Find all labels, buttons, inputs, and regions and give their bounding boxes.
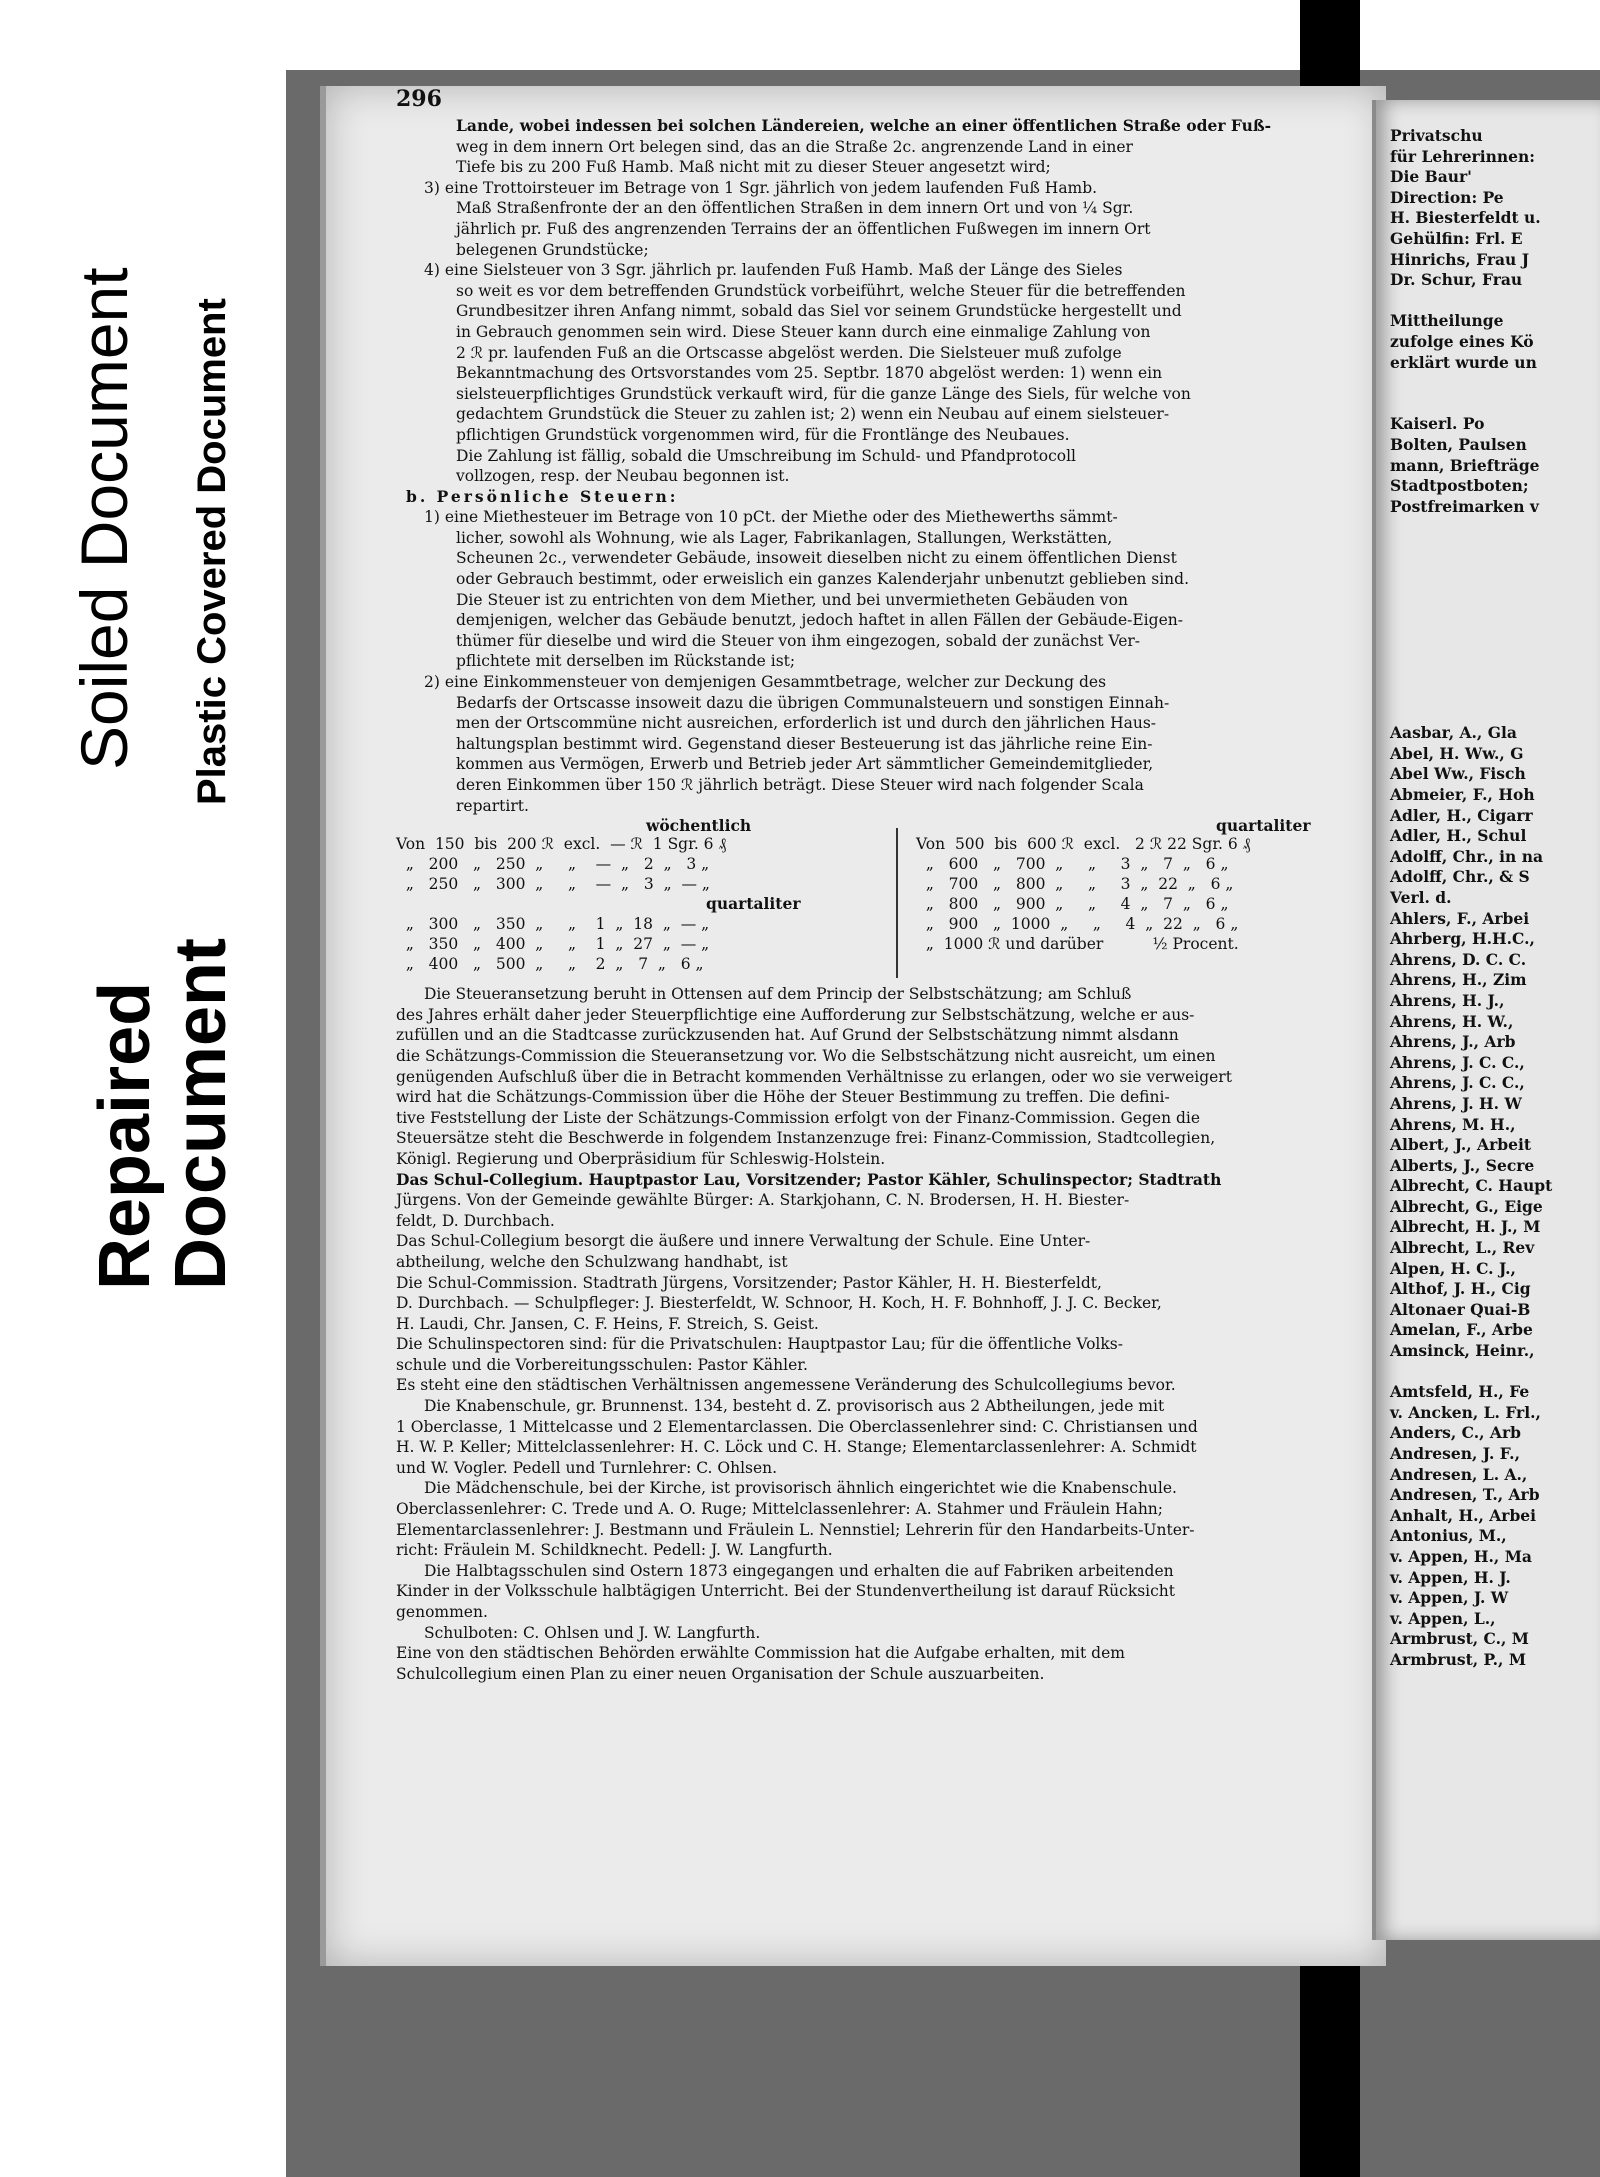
text-line: demjenigen, welcher das Gebäude benutzt, jedoch haftet in allen Fällen der Gebäude-Eigen- <box>456 611 1183 630</box>
text-line: belegenen Grundstücke; <box>456 240 649 259</box>
right-page-line: Amsinck, Heinr., <box>1390 1341 1535 1361</box>
right-page-line <box>1390 291 1600 312</box>
right-page-line: Amtsfeld, H., Fe <box>1390 1382 1530 1402</box>
text-line: schule und die Vorbereitungsschulen: Pastor Kähler. <box>396 1355 808 1374</box>
right-page-line <box>1390 600 1600 621</box>
text-line: des Jahres erhält daher jeder Steuerpflichtige eine Aufforderung zur Selbstschätzung, welche er aus- <box>396 1005 1195 1024</box>
scale-label-weekly: wöchentlich <box>646 816 752 836</box>
right-page-line: Ahlers, F., Arbei <box>1390 908 1530 928</box>
text-block-end <box>396 1623 1346 1685</box>
right-page-line: Verl. d. <box>1390 887 1452 907</box>
text-block-item2 <box>396 672 1346 816</box>
text-line: Kinder in der Volksschule halbtägigen Unterricht. Bei der Stundenvertheilung ist darauf Rücksicht <box>396 1582 1176 1601</box>
text-line: licher, sowohl als Wohnung, wie als Lager, Fabrikanlagen, Stallungen, Werkstätten, <box>456 528 1113 547</box>
text-line: 2) eine Einkommensteuer von demjenigen Gesammtbetrage, welcher zur Deckung des <box>424 673 1107 692</box>
text-line: die Schätzungs-Commission die Steueransetzung vor. Wo die Selbstschätzung nicht ausreicht, um einen <box>396 1046 1216 1065</box>
text-line: 1) eine Miethesteuer im Betrage von 10 pCt. der Miethe oder des Miethewerths sämmt- <box>424 508 1118 527</box>
scale-row: „ 600 „ 700 „ „ 3 „ 7 „ 6 „ <box>916 855 1229 874</box>
right-page-line: Abel, H. Ww., G <box>1390 743 1524 763</box>
text-line: Grundbesitzer ihren Anfang nimmt, sobald das Siel vor seinem Grundstücke hergestellt und <box>456 302 1182 321</box>
text-line: pflichtigen Grundstück vorgenommen wird, für die Frontlänge des Neubaues. <box>456 425 1070 444</box>
right-page-line: Ahrberg, H.H.C., <box>1390 929 1535 949</box>
text-block-item1 <box>396 507 1346 672</box>
text-line: vollzogen, resp. der Neubau begonnen ist. <box>456 467 790 486</box>
text-line: Die Zahlung ist fällig, sobald die Umschreibung im Schuld- und Pfandprotocoll <box>456 446 1076 465</box>
text-line: jährlich pr. Fuß des angrenzenden Terrains der an öffentlichen Fußwegen im innern Ort <box>456 219 1151 238</box>
right-page-line: Ahrens, H., Zim <box>1390 970 1527 990</box>
right-page-line: Hinrichs, Frau J <box>1390 249 1530 269</box>
right-page-line <box>1390 373 1600 394</box>
right-page-line: zufolge eines Kö <box>1390 331 1534 351</box>
text-line: Scheunen 2c., verwendeter Gebäude, insoweit dieselben nicht zu einem öffentlichen Dienst <box>456 549 1177 568</box>
right-page-line: Ahrens, D. C. C. <box>1390 949 1527 969</box>
right-page-line: Albrecht, H. J., M <box>1390 1217 1541 1237</box>
text-line: Steuersätze steht die Beschwerde in folgendem Instanzenzuge frei: Finanz-Commission, Stadtcollegien, <box>396 1129 1216 1148</box>
right-page-line: Amelan, F., Arbe <box>1390 1320 1533 1340</box>
right-page-line: Ahrens, J. C. C., <box>1390 1052 1525 1072</box>
right-page-line <box>1390 517 1600 538</box>
text-block-knaben <box>396 1396 1346 1478</box>
text-line: Es steht eine den städtischen Verhältnissen angemessene Veränderung des Schulcollegiums bevor. <box>396 1376 1176 1395</box>
text-line: tive Feststellung der Liste der Schätzungs-Commission erfolgt von der Finanz-Commission. Gegen die <box>396 1108 1201 1127</box>
text-line: oder Gebrauch bestimmt, oder erweislich ein ganzes Kalenderjahr unbenutzt geblieben sind. <box>456 570 1190 589</box>
scale-row: „ 1000 ℛ und darüber ½ Procent. <box>916 935 1239 954</box>
right-page-line: Privatschu <box>1390 126 1483 145</box>
scale-row: „ 200 „ 250 „ „ — „ 2 „ 3 „ <box>396 855 710 874</box>
label-plastic-covered-document: Plastic Covered Document <box>190 298 234 805</box>
right-page-line: Alberts, J., Secre <box>1390 1155 1535 1175</box>
scale-row: „ 700 „ 800 „ „ 3 „ 22 „ 6 „ <box>916 875 1234 894</box>
right-page-line: Gehülfin: Frl. E <box>1390 228 1523 248</box>
right-page-line: v. Ancken, L. Frl., <box>1390 1402 1541 1422</box>
page-text <box>396 116 1346 1684</box>
text-block-halbtag <box>396 1561 1346 1623</box>
right-page-line: Altonaer Quai-B <box>1390 1299 1531 1319</box>
right-page-line: Ahrens, H. W., <box>1390 1011 1514 1031</box>
right-page-line: Kaiserl. Po <box>1390 414 1485 434</box>
scale-divider <box>896 828 898 978</box>
text-line: Lande, wobei indessen bei solchen Ländereien, welche an einer öffentlichen Straße oder Fuß- <box>456 116 1272 135</box>
right-page-line <box>1390 1362 1600 1383</box>
right-page-line: Abel Ww., Fisch <box>1390 764 1526 784</box>
scale-row: Von 150 bis 200 ℛ excl. — ℛ 1 Sgr. 6 ₰ <box>396 835 727 854</box>
text-line: kommen aus Vermögen, Erwerb und Betrieb jeder Art sämmtlicher Gemeindemitglieder, <box>456 755 1154 774</box>
scale-right-column <box>916 834 1250 954</box>
right-page-line: Adler, H., Schul <box>1390 826 1527 846</box>
text-line: weg in dem innern Ort belegen sind, das an die Straße 2c. angrenzende Land in einer <box>456 137 1133 156</box>
text-line: Bedarfs der Ortscasse insoweit dazu die übrigen Communalsteuern und sonstigen Einnah- <box>456 693 1170 712</box>
text-line: Die Schulinspectoren sind: für die Privatschulen: Hauptpastor Lau; für die öffentliche Volks- <box>396 1335 1123 1354</box>
text-line: und W. Vogler. Pedell und Turnlehrer: C. Ohlsen. <box>396 1458 778 1477</box>
text-line: genügenden Aufschluß über die in Betracht kommenden Verhältnisse zu erlangen, oder wo sie verweigert <box>396 1067 1232 1086</box>
right-page-line: Andresen, L. A., <box>1390 1464 1528 1484</box>
text-line: Die Knabenschule, gr. Brunnenst. 134, besteht d. Z. provisorisch aus 2 Abtheilungen, jede mit <box>424 1397 1165 1416</box>
right-page-line: Aasbar, A., Gla <box>1390 723 1517 743</box>
right-page-line <box>1390 703 1600 724</box>
text-line: 2 ℛ pr. laufenden Fuß an die Ortscasse abgelöst werden. Die Sielsteuer muß zufolge <box>456 343 1122 362</box>
text-line: Maß Straßenfronte der an den öffentlichen Straßen in dem innern Ort und von ¼ Sgr. <box>456 199 1134 218</box>
text-line: deren Einkommen über 150 ℛ jährlich beträgt. Diese Steuer wird nach folgender Scala <box>456 776 1144 794</box>
scale-label-quarterly-right: quartaliter <box>1216 816 1311 836</box>
right-page-line: für Lehrerinnen: <box>1390 146 1536 166</box>
text-line: repartirt. <box>456 796 529 815</box>
right-page-line <box>1390 558 1600 579</box>
text-line: in Gebrauch genommen sein wird. Diese Steuer kann durch eine einmalige Zahlung von <box>456 322 1151 341</box>
right-page-line: Postfreimarken v <box>1390 496 1539 516</box>
text-line: pflichtete mit derselben im Rückstande ist; <box>456 652 796 671</box>
text-line: Elementarclassenlehrer: J. Bestmann und Fräulein L. Nennstiel; Lehrerin für den Handarbeits-Unter- <box>396 1520 1195 1539</box>
margin-labels <box>0 0 290 2177</box>
right-page-line: Alpen, H. C. J., <box>1390 1258 1516 1278</box>
text-line: Schulcollegium einen Plan zu einer neuen Organisation der Schule auszuarbeiten. <box>396 1664 1045 1683</box>
right-page-line <box>1390 579 1600 600</box>
page-number: 296 <box>396 86 442 112</box>
right-page-line: Ahrens, J. H. W <box>1390 1093 1522 1113</box>
scale-label-quarterly-left: quartaliter <box>706 894 801 914</box>
scale-row: „ 250 „ 300 „ „ — „ 3 „ — „ <box>396 875 710 894</box>
tax-scale-table <box>396 816 1346 980</box>
right-page-line: v. Appen, J. W <box>1390 1588 1509 1608</box>
scale-left-column <box>396 834 726 974</box>
text-line: Die Steuer ist zu entrichten von dem Miether, und bei unvermietheten Gebäuden von <box>456 590 1128 609</box>
text-block-steuer <box>396 984 1346 1169</box>
right-page-line: Ahrens, J. C. C., <box>1390 1073 1525 1093</box>
section-b-heading: b. Persönliche Steuern: <box>406 486 679 506</box>
text-line: H. W. P. Keller; Mittelclassenlehrer: H. C. Löck und C. H. Stange; Elementarclassenlehrer: A. Schmidt <box>396 1438 1197 1457</box>
text-line: so weit es vor dem betreffenden Grundstück vorbeiführt, welche Steuer für die betreffenden <box>456 281 1186 300</box>
right-page-line: mann, Briefträge <box>1390 455 1540 475</box>
label-soiled-document: Soiled Document <box>67 267 141 770</box>
text-line: Die Halbtagsschulen sind Ostern 1873 eingegangen und erhalten die auf Fabriken arbeitenden <box>424 1561 1174 1580</box>
scale-row: „ 900 „ 1000 „ „ 4 „ 22 „ 6 „ <box>916 915 1239 934</box>
right-page-line: Stadtpostboten; <box>1390 476 1529 496</box>
left-page <box>320 86 1386 1966</box>
right-page-line: Ahrens, M. H., <box>1390 1114 1516 1134</box>
right-page-line <box>1390 641 1600 662</box>
text-line: Eine von den städtischen Behörden erwählte Commission hat die Aufgabe erhalten, mit dem <box>396 1644 1125 1663</box>
text-line: sielsteuerpflichtiges Grundstück verkauft wird, für die ganze Länge des Siels, für welche von <box>456 384 1191 403</box>
text-line: Die Steueransetzung beruht in Ottensen auf dem Princip der Selbstschätzung; am Schluß <box>424 985 1132 1004</box>
text-line: men der Ortscommüne nicht ausreichen, erforderlich ist und durch den jährlichen Haus- <box>456 714 1157 733</box>
text-line: richt: Fräulein M. Schildknecht. Pedell: J. W. Langfurth. <box>396 1541 833 1560</box>
right-page-line: Albert, J., Arbeit <box>1390 1135 1531 1155</box>
text-line: Jürgens. Von der Gemeinde gewählte Bürger: A. Starkjohann, C. N. Brodersen, H. H. Biester- <box>396 1191 1130 1210</box>
right-page-line: Albrecht, C. Haupt <box>1390 1176 1553 1196</box>
label-repaired: Repaired <box>85 981 165 1290</box>
text-line: Das Schul-Collegium besorgt die äußere und innere Verwaltung der Schule. Eine Unter- <box>396 1232 1091 1251</box>
text-line: haltungsplan bestimmt wird. Gegenstand dieser Besteuerung ist das jährliche reine Ein- <box>456 734 1153 753</box>
right-page-line: Antonius, M., <box>1390 1526 1507 1546</box>
text-line: D. Durchbach. — Schulpfleger: J. Biesterfeldt, W. Schnoor, H. Koch, H. F. Bohnhoff, J. J. C. Becker, <box>396 1294 1162 1313</box>
text-line: zufüllen und an die Stadtcasse zurückzusenden hat. Auf Grund der Selbstschätzung nimmt alsdann <box>396 1026 1179 1045</box>
right-page-line <box>1390 394 1600 415</box>
right-page-line: Andresen, J. F., <box>1390 1444 1520 1463</box>
text-line: Die Schul-Commission. Stadtrath Jürgens, Vorsitzender; Pastor Kähler, H. H. Biesterfeldt, <box>396 1273 1102 1292</box>
scale-row: Von 500 bis 600 ℛ excl. 2 ℛ 22 Sgr. 6 ₰ <box>916 835 1251 854</box>
text-line: Die Mädchenschule, bei der Kirche, ist provisorisch ähnlich eingerichtet wie die Knabenschule. <box>424 1479 1177 1498</box>
text-line: Oberclassenlehrer: C. Trede und A. O. Ruge; Mittelclassenlehrer: A. Stahmer und Fräulein Hahn; <box>396 1500 1164 1519</box>
right-page-text <box>1390 126 1600 1671</box>
right-page-line <box>1390 620 1600 641</box>
text-block-maedchen <box>396 1478 1346 1560</box>
text-line: Königl. Regierung und Oberpräsidium für Schleswig-Holstein. <box>396 1149 886 1168</box>
text-line: thümer für dieselbe und wird die Steuer von ihm eingezogen, sobald der zunächst Ver- <box>456 631 1141 650</box>
text-line: Bekanntmachung des Ortsvorstandes vom 25. Septbr. 1870 abgelöst werden: 1) wenn ein <box>456 364 1163 383</box>
right-page-line: Albrecht, G., Eige <box>1390 1196 1543 1216</box>
text-line: Tiefe bis zu 200 Fuß Hamb. Maß nicht mit zu dieser Steuer angesetzt wird; <box>456 158 1051 177</box>
right-page-line: Dr. Schur, Frau <box>1390 270 1523 290</box>
scale-row: „ 300 „ 350 „ „ 1 „ 18 „ — „ <box>396 915 710 934</box>
right-page-line: Anders, C., Arb <box>1390 1423 1521 1443</box>
text-line: 3) eine Trottoirsteuer im Betrage von 1 Sgr. jährlich von jedem laufenden Fuß Hamb. <box>424 178 1098 197</box>
right-page-line: v. Appen, L., <box>1390 1608 1496 1628</box>
text-line: feldt, D. Durchbach. <box>396 1211 555 1230</box>
text-line: genommen. <box>396 1603 488 1621</box>
text-block-top <box>396 116 1346 178</box>
text-line: abtheilung, welche den Schulzwang handhabt, ist <box>396 1252 788 1271</box>
text-block-item3 <box>396 178 1346 260</box>
right-page-line: Armbrust, P., M <box>1390 1649 1526 1669</box>
text-line: wird hat die Schätzungs-Commission über die Höhe der Steuer Bestimmung zu treffen. Die defini- <box>396 1088 1170 1107</box>
scale-row: „ 400 „ 500 „ „ 2 „ 7 „ 6 „ <box>396 955 704 974</box>
right-page-line: Adolff, Chr., in na <box>1390 846 1544 866</box>
text-block-schul <box>396 1170 1346 1397</box>
right-page-line: Die Baur' <box>1390 167 1472 187</box>
right-page-line: Adler, H., Cigarr <box>1390 805 1533 825</box>
right-page-line <box>1390 538 1600 559</box>
right-page <box>1372 100 1600 1940</box>
right-page-line: H. Biesterfeldt u. <box>1390 208 1541 228</box>
right-page-line: Ahrens, H. J., <box>1390 990 1505 1010</box>
text-line: H. Laudi, Chr. Jansen, C. F. Heins, F. Streich, S. Geist. <box>396 1314 819 1333</box>
text-block-item4 <box>396 260 1346 487</box>
right-page-line: erklärt wurde un <box>1390 352 1537 372</box>
right-page-line <box>1390 661 1600 682</box>
text-line: Schulboten: C. Ohlsen und J. W. Langfurth. <box>424 1623 761 1642</box>
label-repaired-document: Document <box>161 937 241 1290</box>
right-page-line: Anhalt, H., Arbei <box>1390 1505 1537 1525</box>
right-page-line: Althof, J. H., Cig <box>1390 1279 1531 1299</box>
right-page-line: v. Appen, H. J. <box>1390 1567 1511 1587</box>
right-page-line: Direction: Pe <box>1390 187 1504 207</box>
scale-row: „ 350 „ 400 „ „ 1 „ 27 „ — „ <box>396 935 710 954</box>
scale-row <box>396 894 726 914</box>
right-page-line: Armbrust, C., M <box>1390 1629 1529 1649</box>
right-page-line <box>1390 682 1600 703</box>
right-page-line: Mittheilunge <box>1390 311 1504 331</box>
right-page-line: v. Appen, H., Ma <box>1390 1546 1532 1566</box>
right-page-line: Albrecht, L., Rev <box>1390 1238 1535 1258</box>
right-page-line: Ahrens, J., Arb <box>1390 1032 1516 1052</box>
right-page-line: Bolten, Paulsen <box>1390 434 1527 454</box>
right-page-line: Andresen, T., Arb <box>1390 1485 1540 1505</box>
right-page-line: Abmeier, F., Hoh <box>1390 785 1535 804</box>
right-page-line: Adolff, Chr., & S <box>1390 867 1530 887</box>
text-line: gedachtem Grundstück die Steuer zu zahlen ist; 2) wenn ein Neubau auf einem sielsteuer- <box>456 405 1170 424</box>
text-line: Das Schul-Collegium. Hauptpastor Lau, Vorsitzender; Pastor Kähler, Schulinspector; Stadtrath <box>396 1169 1222 1189</box>
text-line: 1 Oberclasse, 1 Mittelcasse und 2 Elementarclassen. Die Oberclassenlehrer sind: C. Christiansen und <box>396 1417 1198 1436</box>
text-line: 4) eine Sielsteuer von 3 Sgr. jährlich pr. laufenden Fuß Hamb. Maß der Länge des Sieles <box>424 261 1123 280</box>
scale-row: „ 800 „ 900 „ „ 4 „ 7 „ 6 „ <box>916 895 1229 914</box>
